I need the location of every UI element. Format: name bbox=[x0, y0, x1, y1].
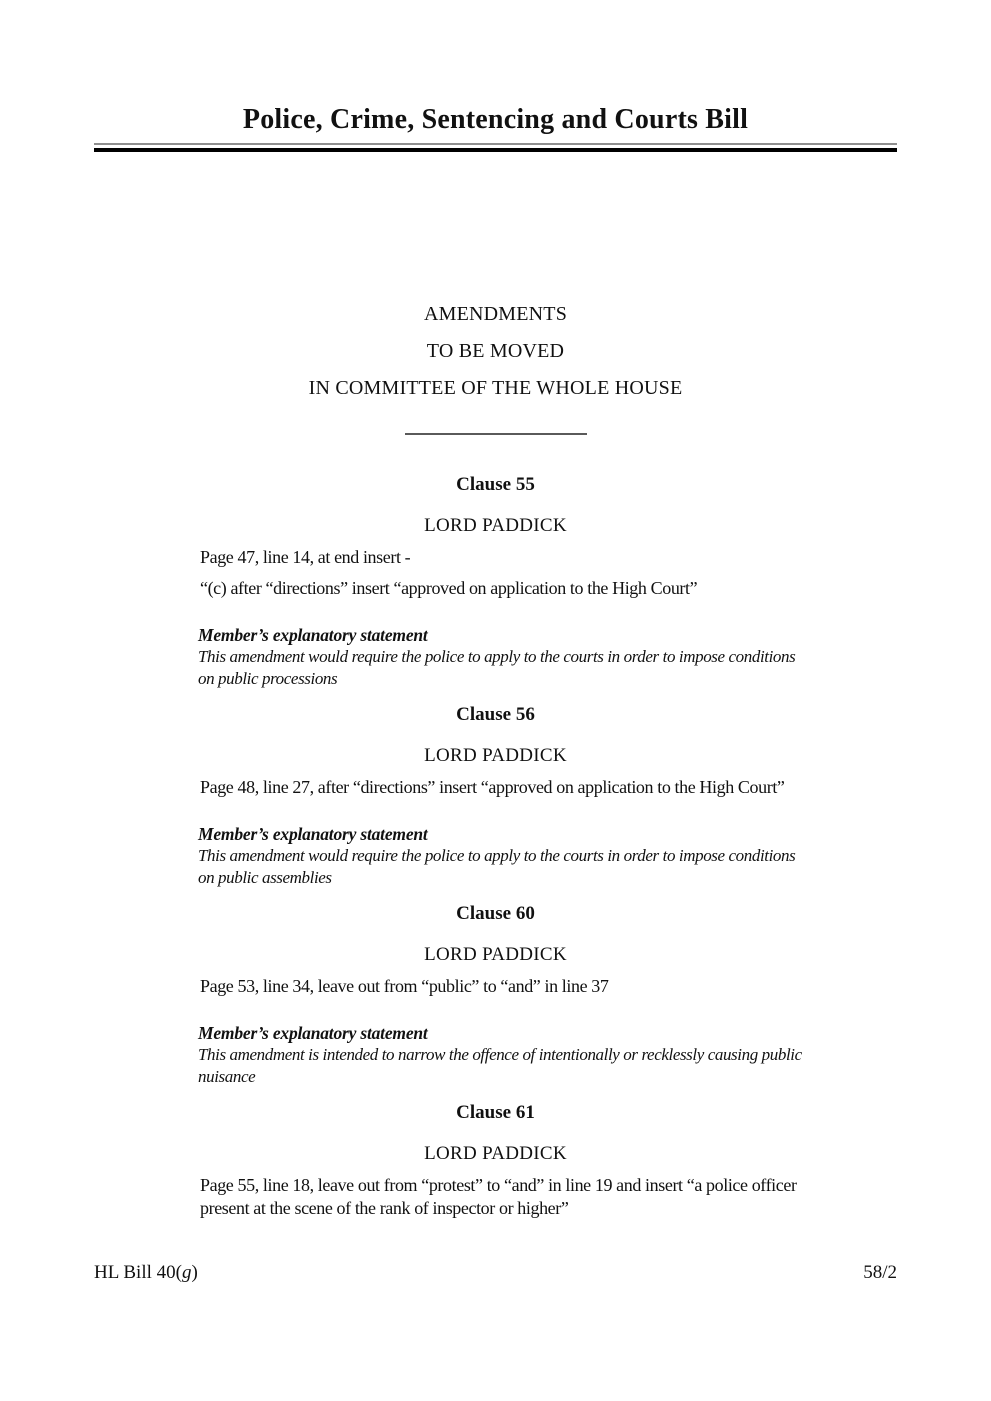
explanatory-heading: Member’s explanatory statement bbox=[198, 1023, 428, 1043]
amendment-line: Page 53, line 34, leave out from “public” to “and” in line 37 bbox=[200, 976, 609, 996]
clause-heading: Clause 56 bbox=[456, 704, 535, 725]
explanatory-line: This amendment is intended to narrow the offence of intentionally or recklessly causing public bbox=[198, 1045, 802, 1064]
footer-sheet-number: 58/2 bbox=[863, 1262, 897, 1283]
explanatory-statement bbox=[198, 823, 897, 889]
amendment-line: Page 55, line 18, leave out from “protest” to “and” in line 19 and insert “a police officer bbox=[200, 1175, 797, 1195]
document-title: Police, Crime, Sentencing and Courts Bill bbox=[242, 104, 749, 135]
mover-name: LORD PADDICK bbox=[424, 944, 567, 965]
title-rule-thick bbox=[94, 148, 897, 152]
amendment-line: “(c) after “directions” insert “approved on application to the High Court” bbox=[200, 578, 698, 598]
amendment-instruction bbox=[200, 1174, 897, 1220]
amendment-instruction bbox=[200, 776, 897, 799]
clause-section-61 bbox=[94, 1103, 897, 1220]
amendment-line: present at the scene of the rank of inspector or higher” bbox=[200, 1198, 569, 1218]
explanatory-line: on public assemblies bbox=[198, 868, 332, 887]
explanatory-line: This amendment would require the police to apply to the courts in order to impose conditions bbox=[198, 647, 796, 666]
preamble-line-amendments: AMENDMENTS bbox=[423, 303, 568, 325]
preamble-line-to-be-moved: TO BE MOVED bbox=[426, 340, 565, 362]
footer-bill-number: HL Bill 40(g) bbox=[94, 1262, 198, 1283]
explanatory-statement bbox=[198, 1022, 897, 1088]
amendment-line: Page 47, line 14, at end insert - bbox=[200, 547, 411, 567]
explanatory-statement bbox=[198, 624, 897, 690]
mover-name: LORD PADDICK bbox=[424, 515, 567, 536]
clause-section-60 bbox=[94, 904, 897, 1088]
clause-section-55 bbox=[94, 475, 897, 690]
clause-heading: Clause 60 bbox=[456, 903, 535, 924]
mover-name: LORD PADDICK bbox=[424, 1143, 567, 1164]
preamble-line-committee: IN COMMITTEE OF THE WHOLE HOUSE bbox=[308, 377, 683, 399]
amendment-instruction bbox=[200, 975, 897, 998]
clause-heading: Clause 55 bbox=[456, 474, 535, 495]
clause-section-56 bbox=[94, 705, 897, 889]
explanatory-line: This amendment would require the police to apply to the courts in order to impose conditions bbox=[198, 846, 796, 865]
amendment-line: Page 48, line 27, after “directions” insert “approved on application to the High Court” bbox=[200, 777, 785, 797]
section-separator bbox=[405, 433, 587, 435]
page-footer bbox=[94, 1262, 897, 1284]
clause-heading: Clause 61 bbox=[456, 1102, 535, 1123]
mover-name: LORD PADDICK bbox=[424, 745, 567, 766]
title-rule-thin bbox=[94, 143, 897, 145]
explanatory-heading: Member’s explanatory statement bbox=[198, 625, 428, 645]
explanatory-line: on public processions bbox=[198, 669, 338, 688]
explanatory-line: nuisance bbox=[198, 1067, 256, 1086]
amendment-instruction bbox=[200, 546, 897, 600]
preamble bbox=[94, 304, 897, 398]
explanatory-heading: Member’s explanatory statement bbox=[198, 824, 428, 844]
